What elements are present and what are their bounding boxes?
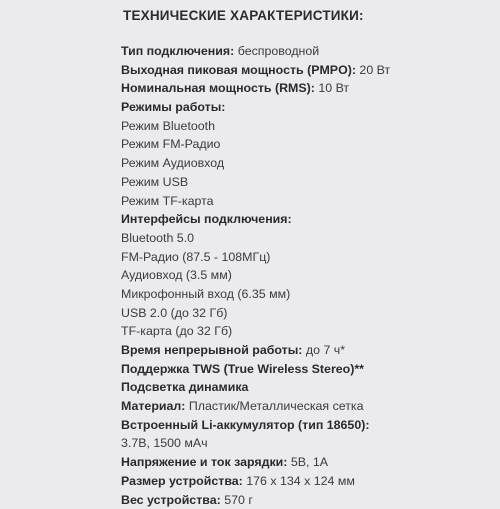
spec-row: [121, 210, 496, 229]
spec-value: 20 Вт: [359, 63, 390, 77]
spec-row: [121, 304, 496, 323]
spec-row: [121, 248, 496, 267]
spec-row: [121, 173, 496, 192]
spec-value: беспроводной: [238, 44, 319, 58]
spec-value: USB 2.0 (до 32 Гб): [121, 306, 227, 320]
spec-title: ТЕХНИЧЕСКИЕ ХАРАКТЕРИСТИКИ:: [123, 8, 364, 23]
spec-key: Интерфейсы подключения:: [121, 212, 292, 226]
spec-row: [121, 117, 496, 136]
spec-key: Встроенный Li-аккумулятор (тип 18650):: [121, 418, 369, 432]
spec-row: [121, 378, 496, 397]
spec-key: Тип подключения:: [121, 44, 234, 58]
spec-value: Режим FM-Радио: [121, 137, 220, 151]
spec-row: [121, 42, 496, 61]
spec-value: FM-Радио (87.5 - 108МГц): [121, 250, 270, 264]
spec-row: [121, 135, 496, 154]
spec-key: Подсветка динамика: [121, 380, 248, 394]
spec-value: Режим Bluetooth: [121, 119, 215, 133]
spec-value: до 7 ч*: [306, 343, 345, 357]
spec-row: [121, 360, 496, 379]
spec-value: Пластик/Металлическая сетка: [189, 399, 364, 413]
spec-key: Время непрерывной работы:: [121, 343, 302, 357]
spec-row: [121, 472, 496, 491]
spec-row: [121, 434, 496, 453]
spec-value: Bluetooth 5.0: [121, 231, 194, 245]
spec-value: Режим TF-карта: [121, 194, 214, 208]
spec-value: Режим Аудиовход: [121, 156, 224, 170]
spec-row: [121, 98, 496, 117]
spec-row: [121, 229, 496, 248]
spec-key: Вес устройства:: [121, 493, 221, 507]
spec-key: Выходная пиковая мощность (PMPO):: [121, 63, 356, 77]
spec-value: 176 x 134 x 124 мм: [246, 474, 355, 488]
spec-value: 570 г: [224, 493, 253, 507]
spec-key: Материал:: [121, 399, 185, 413]
spec-row: [121, 266, 496, 285]
spec-value: 3.7В, 1500 мАч: [121, 436, 208, 450]
spec-row: [121, 453, 496, 472]
spec-key: Номинальная мощность (RMS):: [121, 81, 315, 95]
spec-row: [121, 79, 496, 98]
spec-value: Микрофонный вход (6.35 мм): [121, 287, 290, 301]
spec-row: [121, 285, 496, 304]
spec-value: 5В, 1А: [291, 455, 328, 469]
spec-value: Режим USB: [121, 175, 188, 189]
spec-row: [121, 192, 496, 211]
spec-row: [121, 341, 496, 360]
spec-key: Размер устройства:: [121, 474, 243, 488]
spec-value: TF-карта (до 32 Гб): [121, 324, 232, 338]
spec-value: 10 Вт: [318, 81, 349, 95]
spec-row: [121, 397, 496, 416]
spec-key: Поддержка TWS (True Wireless Stereo)**: [121, 362, 364, 376]
spec-key: Режимы работы:: [121, 100, 225, 114]
spec-row: [121, 154, 496, 173]
spec-key: Напряжение и ток зарядки:: [121, 455, 287, 469]
spec-list: [121, 42, 496, 509]
spec-row: [121, 61, 496, 80]
spec-value: Аудиовход (3.5 мм): [121, 268, 232, 282]
spec-row: [121, 416, 496, 435]
spec-row: [121, 322, 496, 341]
